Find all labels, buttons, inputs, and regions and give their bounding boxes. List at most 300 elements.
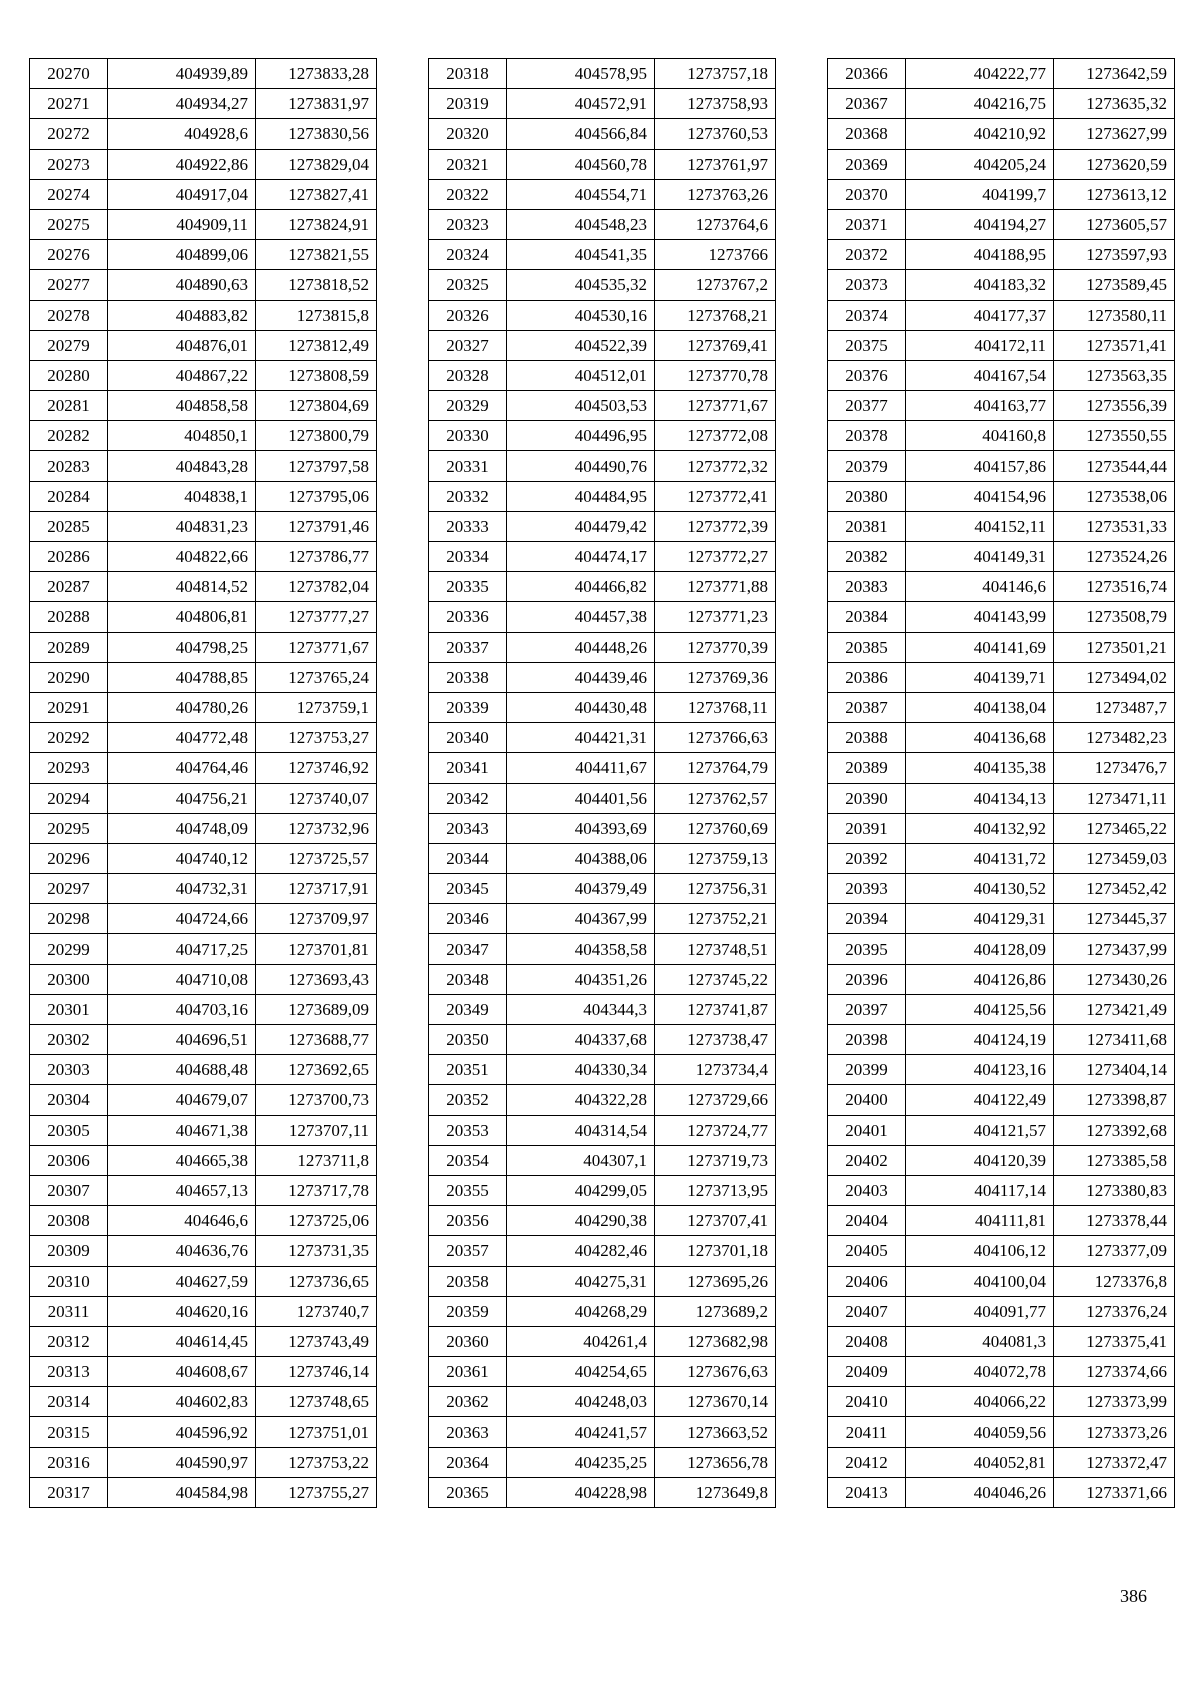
y-coordinate-cell: 1273740,7 [256,1296,377,1326]
table-row [828,753,1175,783]
point-id-cell: 20390 [828,783,906,813]
x-coordinate-cell: 404578,95 [507,59,655,89]
x-coordinate-cell: 404241,57 [507,1417,655,1447]
point-id-cell: 20399 [828,1055,906,1085]
point-id-cell: 20294 [30,783,108,813]
point-id-cell: 20286 [30,542,108,572]
table-row [828,1055,1175,1085]
y-coordinate-cell: 1273635,32 [1054,89,1175,119]
y-coordinate-cell: 1273734,4 [655,1055,776,1085]
x-coordinate-cell: 404732,31 [108,874,256,904]
y-coordinate-cell: 1273772,39 [655,511,776,541]
x-coordinate-cell: 404867,22 [108,360,256,390]
y-coordinate-cell: 1273707,11 [256,1115,377,1145]
x-coordinate-cell: 404490,76 [507,451,655,481]
x-coordinate-cell: 404710,08 [108,964,256,994]
point-id-cell: 20305 [30,1115,108,1145]
x-coordinate-cell: 404120,39 [906,1145,1054,1175]
y-coordinate-cell: 1273676,63 [655,1357,776,1387]
y-coordinate-cell: 1273385,58 [1054,1145,1175,1175]
table-row [30,451,377,481]
table-row [30,1417,377,1447]
point-id-cell: 20375 [828,330,906,360]
x-coordinate-cell: 404163,77 [906,391,1054,421]
x-coordinate-cell: 404530,16 [507,300,655,330]
x-coordinate-cell: 404620,16 [108,1296,256,1326]
x-coordinate-cell: 404121,57 [906,1115,1054,1145]
table-row [429,1387,776,1417]
x-coordinate-cell: 404152,11 [906,511,1054,541]
table-row [828,783,1175,813]
x-coordinate-cell: 404814,52 [108,572,256,602]
point-id-cell: 20393 [828,874,906,904]
table-row [30,904,377,934]
point-id-cell: 20356 [429,1206,507,1236]
x-coordinate-cell: 404554,71 [507,179,655,209]
x-coordinate-cell: 404479,42 [507,511,655,541]
table-row [30,1387,377,1417]
x-coordinate-cell: 404216,75 [906,89,1054,119]
y-coordinate-cell: 1273797,58 [256,451,377,481]
y-coordinate-cell: 1273482,23 [1054,723,1175,753]
point-id-cell: 20297 [30,874,108,904]
table-row [828,662,1175,692]
table-row [30,662,377,692]
point-id-cell: 20284 [30,481,108,511]
table-row [30,1206,377,1236]
y-coordinate-cell: 1273531,33 [1054,511,1175,541]
table-row [828,964,1175,994]
y-coordinate-cell: 1273746,92 [256,753,377,783]
point-id-cell: 20391 [828,813,906,843]
table-row [828,421,1175,451]
y-coordinate-cell: 1273804,69 [256,391,377,421]
point-id-cell: 20348 [429,964,507,994]
y-coordinate-cell: 1273613,12 [1054,179,1175,209]
table-row [30,330,377,360]
y-coordinate-cell: 1273701,81 [256,934,377,964]
point-id-cell: 20346 [429,904,507,934]
x-coordinate-cell: 404388,06 [507,843,655,873]
table-row [429,1477,776,1507]
point-id-cell: 20345 [429,874,507,904]
table-row [828,1115,1175,1145]
point-id-cell: 20296 [30,843,108,873]
point-id-cell: 20351 [429,1055,507,1085]
point-id-cell: 20310 [30,1266,108,1296]
point-id-cell: 20410 [828,1387,906,1417]
point-id-cell: 20363 [429,1417,507,1447]
point-id-cell: 20401 [828,1115,906,1145]
y-coordinate-cell: 1273772,41 [655,481,776,511]
point-id-cell: 20347 [429,934,507,964]
y-coordinate-cell: 1273765,24 [256,662,377,692]
x-coordinate-cell: 404608,67 [108,1357,256,1387]
point-id-cell: 20300 [30,964,108,994]
table-row [429,1447,776,1477]
point-id-cell: 20336 [429,602,507,632]
point-id-cell: 20292 [30,723,108,753]
table-row [429,964,776,994]
point-id-cell: 20394 [828,904,906,934]
x-coordinate-cell: 404131,72 [906,843,1054,873]
point-id-cell: 20288 [30,602,108,632]
point-id-cell: 20371 [828,209,906,239]
point-id-cell: 20409 [828,1357,906,1387]
table-row [828,1145,1175,1175]
y-coordinate-cell: 1273827,41 [256,179,377,209]
point-id-cell: 20376 [828,360,906,390]
table-row [30,149,377,179]
x-coordinate-cell: 404081,3 [906,1326,1054,1356]
x-coordinate-cell: 404934,27 [108,89,256,119]
x-coordinate-cell: 404627,59 [108,1266,256,1296]
y-coordinate-cell: 1273689,2 [655,1296,776,1326]
x-coordinate-cell: 404474,17 [507,542,655,572]
y-coordinate-cell: 1273725,06 [256,1206,377,1236]
x-coordinate-cell: 404512,01 [507,360,655,390]
x-coordinate-cell: 404548,23 [507,209,655,239]
y-coordinate-cell: 1273693,43 [256,964,377,994]
x-coordinate-cell: 404337,68 [507,1025,655,1055]
y-coordinate-cell: 1273753,27 [256,723,377,753]
x-coordinate-cell: 404123,16 [906,1055,1054,1085]
point-id-cell: 20280 [30,360,108,390]
table-row [828,813,1175,843]
table-row [828,360,1175,390]
table-row [429,451,776,481]
table-row [429,330,776,360]
x-coordinate-cell: 404772,48 [108,723,256,753]
point-id-cell: 20324 [429,240,507,270]
table-row [30,119,377,149]
y-coordinate-cell: 1273762,57 [655,783,776,813]
point-id-cell: 20362 [429,1387,507,1417]
point-id-cell: 20385 [828,632,906,662]
table-row [30,1357,377,1387]
table-row [429,360,776,390]
x-coordinate-cell: 404379,49 [507,874,655,904]
x-coordinate-cell: 404939,89 [108,59,256,89]
table-row [828,1206,1175,1236]
table-row [429,149,776,179]
y-coordinate-cell: 1273411,68 [1054,1025,1175,1055]
x-coordinate-cell: 404117,14 [906,1175,1054,1205]
table-row [429,1085,776,1115]
y-coordinate-cell: 1273771,67 [256,632,377,662]
y-coordinate-cell: 1273524,26 [1054,542,1175,572]
point-id-cell: 20400 [828,1085,906,1115]
table-row [828,1296,1175,1326]
point-id-cell: 20366 [828,59,906,89]
x-coordinate-cell: 404106,12 [906,1236,1054,1266]
y-coordinate-cell: 1273372,47 [1054,1447,1175,1477]
point-id-cell: 20333 [429,511,507,541]
table-row [30,481,377,511]
x-coordinate-cell: 404268,29 [507,1296,655,1326]
table-row [828,1266,1175,1296]
point-id-cell: 20331 [429,451,507,481]
x-coordinate-cell: 404134,13 [906,783,1054,813]
point-id-cell: 20278 [30,300,108,330]
point-id-cell: 20326 [429,300,507,330]
y-coordinate-cell: 1273707,41 [655,1206,776,1236]
y-coordinate-cell: 1273501,21 [1054,632,1175,662]
table-row [30,240,377,270]
x-coordinate-cell: 404850,1 [108,421,256,451]
x-coordinate-cell: 404125,56 [906,994,1054,1024]
point-id-cell: 20402 [828,1145,906,1175]
point-id-cell: 20380 [828,481,906,511]
point-id-cell: 20295 [30,813,108,843]
y-coordinate-cell: 1273719,73 [655,1145,776,1175]
table-row [828,692,1175,722]
point-id-cell: 20381 [828,511,906,541]
x-coordinate-cell: 404590,97 [108,1447,256,1477]
table-row [30,813,377,843]
table-row [30,934,377,964]
point-id-cell: 20274 [30,179,108,209]
table-row [828,300,1175,330]
table-row [30,1115,377,1145]
table-row [429,1206,776,1236]
point-id-cell: 20285 [30,511,108,541]
y-coordinate-cell: 1273717,91 [256,874,377,904]
x-coordinate-cell: 404199,7 [906,179,1054,209]
x-coordinate-cell: 404210,92 [906,119,1054,149]
table-row [429,843,776,873]
coordinate-table-1 [29,58,377,1508]
x-coordinate-cell: 404143,99 [906,602,1054,632]
y-coordinate-cell: 1273824,91 [256,209,377,239]
point-id-cell: 20368 [828,119,906,149]
table-row [429,1266,776,1296]
point-id-cell: 20397 [828,994,906,1024]
y-coordinate-cell: 1273795,06 [256,481,377,511]
table-row [429,421,776,451]
point-id-cell: 20341 [429,753,507,783]
point-id-cell: 20328 [429,360,507,390]
table-row [429,391,776,421]
y-coordinate-cell: 1273544,44 [1054,451,1175,481]
y-coordinate-cell: 1273688,77 [256,1025,377,1055]
point-id-cell: 20396 [828,964,906,994]
point-id-cell: 20312 [30,1326,108,1356]
x-coordinate-cell: 404254,65 [507,1357,655,1387]
table-row [30,1145,377,1175]
table-row [429,662,776,692]
x-coordinate-cell: 404282,46 [507,1236,655,1266]
x-coordinate-cell: 404614,45 [108,1326,256,1356]
y-coordinate-cell: 1273404,14 [1054,1055,1175,1085]
point-id-cell: 20329 [429,391,507,421]
y-coordinate-cell: 1273771,67 [655,391,776,421]
y-coordinate-cell: 1273767,2 [655,270,776,300]
x-coordinate-cell: 404883,82 [108,300,256,330]
x-coordinate-cell: 404688,48 [108,1055,256,1085]
y-coordinate-cell: 1273751,01 [256,1417,377,1447]
point-id-cell: 20293 [30,753,108,783]
y-coordinate-cell: 1273757,18 [655,59,776,89]
table-row [429,602,776,632]
point-id-cell: 20289 [30,632,108,662]
x-coordinate-cell: 404496,95 [507,421,655,451]
point-id-cell: 20279 [30,330,108,360]
x-coordinate-cell: 404430,48 [507,692,655,722]
y-coordinate-cell: 1273695,26 [655,1266,776,1296]
point-id-cell: 20301 [30,994,108,1024]
point-id-cell: 20343 [429,813,507,843]
x-coordinate-cell: 404072,78 [906,1357,1054,1387]
y-coordinate-cell: 1273791,46 [256,511,377,541]
x-coordinate-cell: 404657,13 [108,1175,256,1205]
point-id-cell: 20403 [828,1175,906,1205]
table-row [429,783,776,813]
y-coordinate-cell: 1273430,26 [1054,964,1175,994]
table-row [828,481,1175,511]
y-coordinate-cell: 1273769,36 [655,662,776,692]
y-coordinate-cell: 1273459,03 [1054,843,1175,873]
table-row [30,602,377,632]
table-row [429,1417,776,1447]
x-coordinate-cell: 404439,46 [507,662,655,692]
y-coordinate-cell: 1273656,78 [655,1447,776,1477]
x-coordinate-cell: 404858,58 [108,391,256,421]
table-row [429,1175,776,1205]
x-coordinate-cell: 404146,6 [906,572,1054,602]
point-id-cell: 20270 [30,59,108,89]
y-coordinate-cell: 1273748,51 [655,934,776,964]
y-coordinate-cell: 1273398,87 [1054,1085,1175,1115]
x-coordinate-cell: 404344,3 [507,994,655,1024]
table-row [30,1296,377,1326]
point-id-cell: 20365 [429,1477,507,1507]
point-id-cell: 20271 [30,89,108,119]
point-id-cell: 20384 [828,602,906,632]
y-coordinate-cell: 1273759,13 [655,843,776,873]
x-coordinate-cell: 404584,98 [108,1477,256,1507]
y-coordinate-cell: 1273770,39 [655,632,776,662]
x-coordinate-cell: 404299,05 [507,1175,655,1205]
table-row [429,632,776,662]
table-row [429,1055,776,1085]
point-id-cell: 20304 [30,1085,108,1115]
table-row [30,723,377,753]
y-coordinate-cell: 1273759,1 [256,692,377,722]
x-coordinate-cell: 404194,27 [906,209,1054,239]
table-row [828,149,1175,179]
x-coordinate-cell: 404503,53 [507,391,655,421]
point-id-cell: 20406 [828,1266,906,1296]
y-coordinate-cell: 1273818,52 [256,270,377,300]
x-coordinate-cell: 404167,54 [906,360,1054,390]
y-coordinate-cell: 1273800,79 [256,421,377,451]
table-row [30,59,377,89]
table-row [429,904,776,934]
table-row [429,874,776,904]
x-coordinate-cell: 404141,69 [906,632,1054,662]
point-id-cell: 20392 [828,843,906,873]
y-coordinate-cell: 1273380,83 [1054,1175,1175,1205]
x-coordinate-cell: 404917,04 [108,179,256,209]
table-row [30,89,377,119]
point-id-cell: 20321 [429,149,507,179]
x-coordinate-cell: 404149,31 [906,542,1054,572]
y-coordinate-cell: 1273711,8 [256,1145,377,1175]
table-row [429,300,776,330]
table-row [30,1175,377,1205]
point-id-cell: 20412 [828,1447,906,1477]
y-coordinate-cell: 1273725,57 [256,843,377,873]
y-coordinate-cell: 1273771,88 [655,572,776,602]
point-id-cell: 20377 [828,391,906,421]
point-id-cell: 20374 [828,300,906,330]
table-row [429,692,776,722]
y-coordinate-cell: 1273736,65 [256,1266,377,1296]
y-coordinate-cell: 1273763,26 [655,179,776,209]
y-coordinate-cell: 1273772,27 [655,542,776,572]
coordinate-table-2 [428,58,776,1508]
y-coordinate-cell: 1273808,59 [256,360,377,390]
table-row [828,874,1175,904]
table-row [828,904,1175,934]
point-id-cell: 20398 [828,1025,906,1055]
table-row [828,632,1175,662]
y-coordinate-cell: 1273766,63 [655,723,776,753]
point-id-cell: 20404 [828,1206,906,1236]
table-row [30,692,377,722]
y-coordinate-cell: 1273768,21 [655,300,776,330]
point-id-cell: 20352 [429,1085,507,1115]
x-coordinate-cell: 404351,26 [507,964,655,994]
x-coordinate-cell: 404484,95 [507,481,655,511]
x-coordinate-cell: 404066,22 [906,1387,1054,1417]
point-id-cell: 20378 [828,421,906,451]
point-id-cell: 20357 [429,1236,507,1266]
point-id-cell: 20316 [30,1447,108,1477]
x-coordinate-cell: 404367,99 [507,904,655,934]
x-coordinate-cell: 404393,69 [507,813,655,843]
table-row [30,1266,377,1296]
x-coordinate-cell: 404665,38 [108,1145,256,1175]
x-coordinate-cell: 404560,78 [507,149,655,179]
y-coordinate-cell: 1273761,97 [655,149,776,179]
point-id-cell: 20309 [30,1236,108,1266]
y-coordinate-cell: 1273476,7 [1054,753,1175,783]
x-coordinate-cell: 404401,56 [507,783,655,813]
x-coordinate-cell: 404535,32 [507,270,655,300]
point-id-cell: 20315 [30,1417,108,1447]
point-id-cell: 20395 [828,934,906,964]
point-id-cell: 20340 [429,723,507,753]
table-row [429,813,776,843]
y-coordinate-cell: 1273471,11 [1054,783,1175,813]
x-coordinate-cell: 404091,77 [906,1296,1054,1326]
y-coordinate-cell: 1273731,35 [256,1236,377,1266]
y-coordinate-cell: 1273717,78 [256,1175,377,1205]
point-id-cell: 20273 [30,149,108,179]
x-coordinate-cell: 404157,86 [906,451,1054,481]
y-coordinate-cell: 1273741,87 [655,994,776,1024]
table-row [828,1025,1175,1055]
y-coordinate-cell: 1273627,99 [1054,119,1175,149]
y-coordinate-cell: 1273700,73 [256,1085,377,1115]
y-coordinate-cell: 1273682,98 [655,1326,776,1356]
x-coordinate-cell: 404248,03 [507,1387,655,1417]
x-coordinate-cell: 404138,04 [906,692,1054,722]
point-id-cell: 20287 [30,572,108,602]
y-coordinate-cell: 1273605,57 [1054,209,1175,239]
